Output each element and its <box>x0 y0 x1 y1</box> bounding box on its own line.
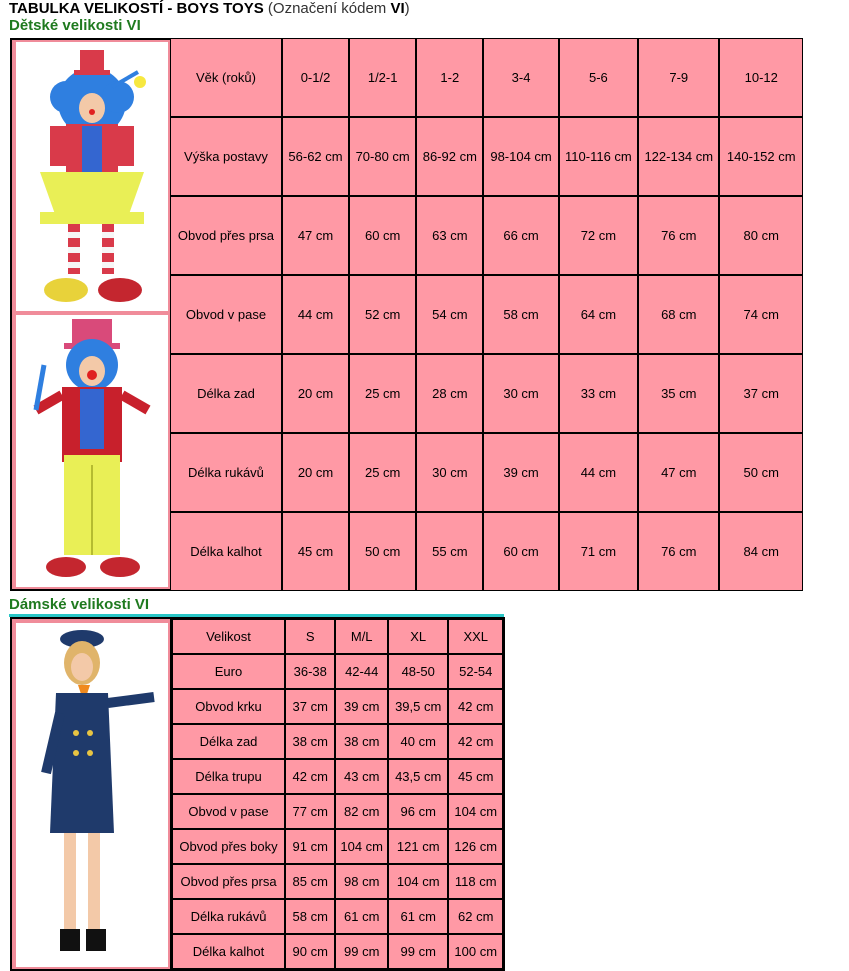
table-cell: 42 cm <box>448 689 503 724</box>
table-cell: 61 cm <box>335 899 387 934</box>
table-cell: 104 cm <box>388 864 449 899</box>
table-cell: 37 cm <box>285 689 335 724</box>
row-label: Obvod přes prsa <box>172 864 285 899</box>
clown-girl-illustration <box>16 42 168 311</box>
table-cell: 98-104 cm <box>483 117 558 196</box>
ladies-table-row <box>172 899 503 934</box>
table-cell: 50 cm <box>349 512 416 591</box>
table-cell: 98 cm <box>335 864 387 899</box>
table-cell: 55 cm <box>416 512 483 591</box>
table-cell: 64 cm <box>559 275 638 354</box>
kids-table-row <box>170 512 803 591</box>
kids-table-row <box>170 196 803 275</box>
kids-section-heading: Dětské velikosti VI <box>9 17 141 34</box>
table-cell: 96 cm <box>388 794 449 829</box>
table-cell: 39,5 cm <box>388 689 449 724</box>
table-cell: 60 cm <box>483 512 558 591</box>
table-cell: 99 cm <box>388 934 449 969</box>
clown-boy-image <box>16 315 168 587</box>
table-cell: S <box>285 619 335 654</box>
table-cell: 25 cm <box>349 433 416 512</box>
table-cell: 7-9 <box>638 38 719 117</box>
row-label: Obvod krku <box>172 689 285 724</box>
table-cell: 86-92 cm <box>416 117 483 196</box>
table-cell: 121 cm <box>388 829 449 864</box>
table-cell: 20 cm <box>282 354 349 433</box>
row-label: Délka zad <box>170 354 282 433</box>
table-cell: 110-116 cm <box>559 117 638 196</box>
table-cell: 40 cm <box>388 724 449 759</box>
table-cell: XXL <box>448 619 503 654</box>
table-cell: 25 cm <box>349 354 416 433</box>
ladies-table-row <box>172 934 503 969</box>
table-cell: 118 cm <box>448 864 503 899</box>
ladies-table-row <box>172 619 503 654</box>
row-label: Obvod v pase <box>172 794 285 829</box>
page-title-code: VI <box>390 0 405 17</box>
row-label: Obvod v pase <box>170 275 282 354</box>
table-cell: 1-2 <box>416 38 483 117</box>
table-cell: 43 cm <box>335 759 387 794</box>
table-cell: 52-54 <box>448 654 503 689</box>
table-cell: 50 cm <box>719 433 803 512</box>
page-title-main: TABULKA VELIKOSTÍ - BOYS TOYS <box>9 0 264 17</box>
table-cell: 84 cm <box>719 512 803 591</box>
table-cell: 45 cm <box>448 759 503 794</box>
row-label: Výška postavy <box>170 117 282 196</box>
table-cell: 42 cm <box>285 759 335 794</box>
page-title-paren-close: ) <box>404 0 410 17</box>
ladies-table-row <box>172 829 503 864</box>
ladies-table-row <box>172 689 503 724</box>
stewardess-image <box>16 623 168 967</box>
table-cell: 63 cm <box>416 196 483 275</box>
row-label: Délka kalhot <box>172 934 285 969</box>
table-cell: 72 cm <box>559 196 638 275</box>
table-cell: 77 cm <box>285 794 335 829</box>
table-cell: 60 cm <box>349 196 416 275</box>
table-cell: 47 cm <box>282 196 349 275</box>
table-cell: 30 cm <box>483 354 558 433</box>
ladies-table-row <box>172 794 503 829</box>
ladies-table-row <box>172 759 503 794</box>
table-cell: 85 cm <box>285 864 335 899</box>
table-cell: 5-6 <box>559 38 638 117</box>
table-cell: 62 cm <box>448 899 503 934</box>
table-cell: 42-44 <box>335 654 387 689</box>
table-cell: 54 cm <box>416 275 483 354</box>
table-cell: 140-152 cm <box>719 117 803 196</box>
row-label: Délka trupu <box>172 759 285 794</box>
table-cell: 100 cm <box>448 934 503 969</box>
kids-table-row <box>170 433 803 512</box>
table-cell: 58 cm <box>285 899 335 934</box>
kids-table-row <box>170 354 803 433</box>
table-cell: 30 cm <box>416 433 483 512</box>
page-title-paren-open: (Označení kódem <box>263 0 391 17</box>
ladies-image-column <box>12 619 170 969</box>
clown-boy-illustration <box>16 315 168 587</box>
row-label: Délka kalhot <box>170 512 282 591</box>
table-cell: 42 cm <box>448 724 503 759</box>
table-cell: 52 cm <box>349 275 416 354</box>
table-cell: 35 cm <box>638 354 719 433</box>
row-label: Délka zad <box>172 724 285 759</box>
table-cell: 126 cm <box>448 829 503 864</box>
kids-table-row <box>170 38 803 117</box>
row-label: Velikost <box>172 619 285 654</box>
kids-table-row <box>170 275 803 354</box>
table-cell: 48-50 <box>388 654 449 689</box>
table-cell: M/L <box>335 619 387 654</box>
ladies-table-row <box>172 654 503 689</box>
ladies-size-table <box>172 619 503 969</box>
table-cell: 70-80 cm <box>349 117 416 196</box>
table-cell: 66 cm <box>483 196 558 275</box>
table-cell: 82 cm <box>335 794 387 829</box>
table-cell: XL <box>388 619 449 654</box>
clown-girl-image <box>16 42 168 311</box>
row-label: Obvod přes prsa <box>170 196 282 275</box>
table-cell: 0-1/2 <box>282 38 349 117</box>
table-cell: 43,5 cm <box>388 759 449 794</box>
table-cell: 122-134 cm <box>638 117 719 196</box>
table-cell: 99 cm <box>335 934 387 969</box>
table-cell: 71 cm <box>559 512 638 591</box>
table-cell: 104 cm <box>335 829 387 864</box>
table-cell: 38 cm <box>285 724 335 759</box>
table-cell: 39 cm <box>335 689 387 724</box>
row-label: Délka rukávů <box>172 899 285 934</box>
table-cell: 76 cm <box>638 512 719 591</box>
page-title <box>9 0 410 18</box>
table-cell: 45 cm <box>282 512 349 591</box>
table-cell: 33 cm <box>559 354 638 433</box>
table-cell: 91 cm <box>285 829 335 864</box>
table-cell: 90 cm <box>285 934 335 969</box>
table-cell: 1/2-1 <box>349 38 416 117</box>
kids-size-table <box>170 38 803 591</box>
table-cell: 58 cm <box>483 275 558 354</box>
row-label: Obvod přes boky <box>172 829 285 864</box>
table-cell: 10-12 <box>719 38 803 117</box>
table-cell: 3-4 <box>483 38 558 117</box>
ladies-table-row <box>172 864 503 899</box>
ladies-table-row <box>172 724 503 759</box>
table-cell: 47 cm <box>638 433 719 512</box>
table-cell: 39 cm <box>483 433 558 512</box>
table-cell: 44 cm <box>559 433 638 512</box>
table-cell: 74 cm <box>719 275 803 354</box>
kids-table-row <box>170 117 803 196</box>
row-label: Euro <box>172 654 285 689</box>
table-cell: 68 cm <box>638 275 719 354</box>
table-cell: 80 cm <box>719 196 803 275</box>
table-cell: 28 cm <box>416 354 483 433</box>
row-label: Věk (roků) <box>170 38 282 117</box>
table-cell: 61 cm <box>388 899 449 934</box>
row-label: Délka rukávů <box>170 433 282 512</box>
stewardess-illustration <box>16 623 168 967</box>
kids-image-column <box>12 40 170 589</box>
table-cell: 44 cm <box>282 275 349 354</box>
table-cell: 20 cm <box>282 433 349 512</box>
table-cell: 76 cm <box>638 196 719 275</box>
table-cell: 56-62 cm <box>282 117 349 196</box>
table-cell: 36-38 <box>285 654 335 689</box>
table-cell: 38 cm <box>335 724 387 759</box>
ladies-section-heading: Dámské velikosti VI <box>9 596 150 613</box>
table-cell: 37 cm <box>719 354 803 433</box>
table-cell: 104 cm <box>448 794 503 829</box>
